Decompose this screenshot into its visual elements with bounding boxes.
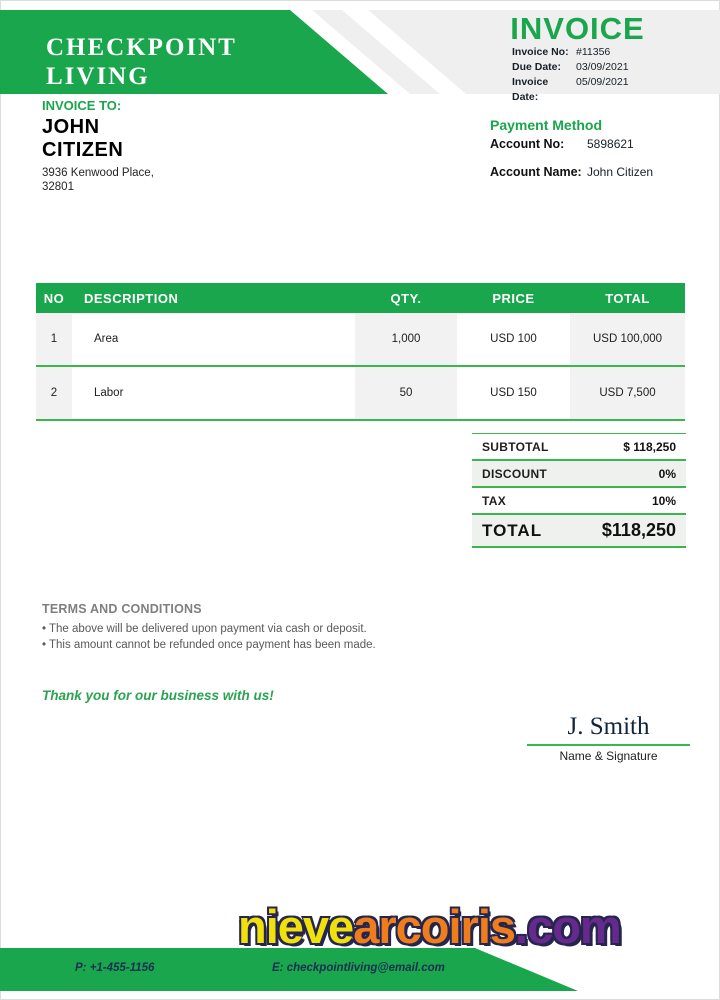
- totals-block: [472, 433, 686, 548]
- client-address-line1: 3936 Kenwood Place,: [42, 167, 154, 179]
- row-price: USD 100: [457, 313, 570, 365]
- subtotal-label: SUBTOTAL: [482, 439, 549, 454]
- client-name-line2: CITIZEN: [42, 139, 124, 161]
- row-description: Area: [72, 313, 355, 365]
- account-name-value: John Citizen: [587, 165, 654, 179]
- row-total: USD 100,000: [570, 313, 685, 365]
- watermark: [238, 899, 621, 954]
- subtotal-row: [472, 434, 686, 461]
- watermark-part3: .com: [515, 900, 621, 953]
- grand-total-value: $118,250: [601, 520, 676, 540]
- footer-email: E: checkpointliving@email.com: [272, 962, 445, 974]
- col-header-price: PRICE: [492, 290, 535, 306]
- discount-row: [472, 461, 686, 488]
- due-date-value: 03/09/2021: [576, 61, 629, 73]
- tax-value: 10%: [651, 493, 676, 508]
- account-no-label: Account No:: [490, 137, 565, 151]
- col-header-qty: QTY.: [390, 290, 422, 306]
- tax-row: [472, 488, 686, 515]
- signature-caption: Name & Signature: [559, 749, 658, 763]
- row-description: Labor: [72, 367, 355, 419]
- watermark-part2: arcoiris: [353, 900, 516, 953]
- table-header-row: [36, 283, 685, 313]
- row-no: 2: [36, 367, 72, 419]
- invoice-title: INVOICE: [510, 11, 645, 46]
- invoice-meta-row: [512, 45, 629, 60]
- col-header-no: NO: [43, 290, 65, 306]
- invoice-date-value: 05/09/2021: [576, 76, 629, 88]
- payment-method-block: [490, 117, 653, 179]
- client-address: [42, 166, 154, 194]
- terms-heading: TERMS AND CONDITIONS: [42, 602, 202, 616]
- table-row: [36, 367, 685, 421]
- col-header-description: DESCRIPTION: [84, 290, 179, 306]
- watermark-part1: nieve: [238, 900, 354, 953]
- company-name-line2: LIVING: [46, 63, 150, 90]
- account-name-row: [490, 165, 653, 179]
- discount-value: 0%: [658, 466, 676, 481]
- signature-name: J. Smith: [567, 713, 650, 740]
- table-row: [36, 313, 685, 367]
- col-header-total: TOTAL: [605, 290, 650, 306]
- account-no-row: [490, 137, 653, 151]
- invoice-meta: [512, 45, 629, 105]
- invoice-no-value: #11356: [576, 46, 611, 58]
- client-name-line1: JOHN: [42, 116, 100, 138]
- invoice-to-block: [42, 98, 154, 194]
- company-name: [46, 33, 237, 91]
- row-qty: 1,000: [355, 313, 457, 365]
- discount-label: DISCOUNT: [482, 466, 548, 481]
- due-date-label: Due Date:: [512, 61, 562, 73]
- row-total: USD 7,500: [570, 367, 685, 419]
- signature-line: [527, 744, 690, 746]
- thank-you-note: Thank you for our business with us!: [42, 688, 274, 703]
- grand-total-label: TOTAL: [482, 520, 543, 540]
- signature-block: [527, 713, 690, 763]
- row-price: USD 150: [457, 367, 570, 419]
- invoice-date-label: Invoice Date:: [512, 76, 549, 103]
- terms-block: [42, 602, 376, 653]
- terms-item: • This amount cannot be refunded once payment has been made.: [42, 639, 376, 651]
- tax-label: TAX: [482, 493, 507, 508]
- row-no: 1: [36, 313, 72, 365]
- grand-total-row: [472, 515, 686, 548]
- invoice-meta-row: [512, 60, 629, 75]
- footer-phone: P: +1-455-1156: [75, 962, 155, 974]
- invoice-meta-row: [512, 75, 629, 105]
- invoice-to-heading: INVOICE TO:: [42, 98, 122, 113]
- company-name-line1: CHECKPOINT: [46, 34, 237, 61]
- row-qty: 50: [355, 367, 457, 419]
- items-table: [36, 283, 685, 421]
- account-name-label: Account Name:: [490, 165, 582, 179]
- terms-item: • The above will be delivered upon payment via cash or deposit.: [42, 623, 367, 635]
- payment-method-heading: Payment Method: [490, 117, 603, 133]
- invoice-no-label: Invoice No:: [512, 46, 569, 58]
- client-address-line2: 32801: [42, 181, 74, 193]
- subtotal-value: $ 118,250: [623, 439, 676, 454]
- account-no-value: 5898621: [587, 137, 634, 151]
